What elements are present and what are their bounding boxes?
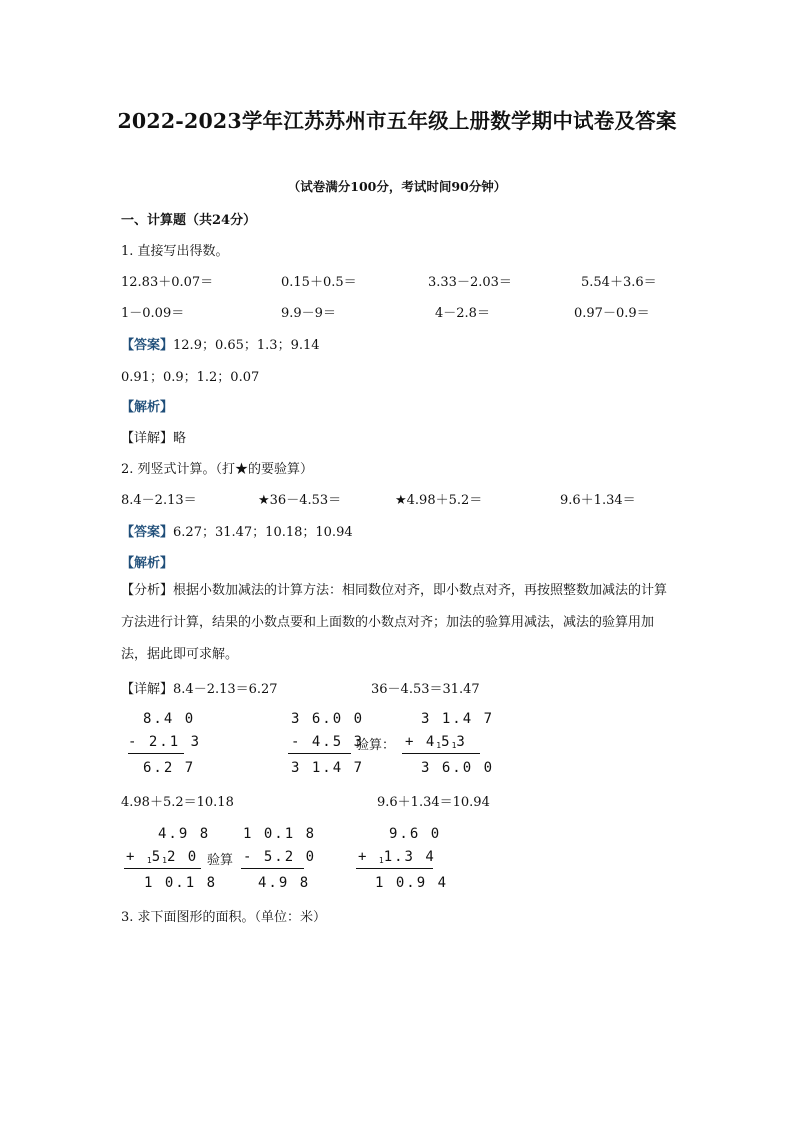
vcalc-line xyxy=(241,868,304,869)
question-1-label: 1. 直接写出得数。 xyxy=(121,244,229,259)
check-label: 验算： xyxy=(356,738,396,753)
vcalc-line xyxy=(402,753,480,754)
q2-detail-c: 4.98＋5.2＝10.18 xyxy=(121,795,234,810)
vcalc-line xyxy=(124,868,201,869)
q1-item: 1－0.09＝ xyxy=(121,306,185,321)
vcalc-line xyxy=(288,753,351,754)
vcalc-operand: - 4.5 3 xyxy=(291,734,365,750)
q1-item: 0.97－0.9＝ xyxy=(574,306,650,321)
q2-answer xyxy=(121,521,353,540)
page-title: 2022-2023学年江苏苏州市五年级上册数学期中试卷及答案 xyxy=(117,109,677,133)
q1-item: 5.54＋3.6＝ xyxy=(581,275,657,290)
check-label: 验算 xyxy=(207,853,234,868)
detail-equation: 8.4－2.13＝6.27 xyxy=(173,682,278,697)
q1-item: 4－2.8＝ xyxy=(435,306,490,321)
q1-item: 3.33－2.03＝ xyxy=(428,275,512,290)
vcalc-result: 6.2 7 xyxy=(143,760,196,776)
question-3-label: 3. 求下面图形的面积。（单位：米） xyxy=(121,910,327,925)
q1-answer xyxy=(121,334,320,353)
vcalc-line xyxy=(356,868,433,869)
q2-detail-d: 9.6＋1.34＝10.94 xyxy=(377,795,490,810)
vcalc-top: 1 0.1 8 xyxy=(243,826,317,842)
q2-item: 9.6＋1.34＝ xyxy=(560,493,636,508)
analysis-tag: 【解析】 xyxy=(121,400,174,415)
vcalc-result: 1 0.1 8 xyxy=(144,875,218,891)
vcalc-result: 3 6.0 0 xyxy=(421,760,495,776)
q1-item: 0.15＋0.5＝ xyxy=(281,275,357,290)
analysis-tag: 【解析】 xyxy=(121,556,174,571)
analysis-paragraph: 【分析】根据小数加减法的计算方法：相同数位对齐，即小数点对齐，再按照整数加减法的计算方法进行计算，结果的小数点要和上面数的小数点对齐；加法的验算用减法，减法的验算用加法，据此即可求解。 xyxy=(121,583,668,662)
vcalc-result: 3 1.4 7 xyxy=(291,760,365,776)
q1-item: 12.83＋0.07＝ xyxy=(121,275,214,290)
section-heading: 一、计算题（共24分） xyxy=(121,213,257,228)
detail-tag: 【详解】 xyxy=(121,431,174,446)
carry-mark: 1 xyxy=(146,856,152,865)
vcalc-operand: + 41513 xyxy=(405,734,467,750)
vcalc-result: 4.9 8 xyxy=(258,875,311,891)
vcalc-top: 3 6.0 0 xyxy=(291,711,365,727)
q1-detail xyxy=(121,427,186,446)
vcalc-top: 4.9 8 xyxy=(158,826,211,842)
q1-item: 9.9－9＝ xyxy=(281,306,336,321)
vcalc-top: 8.4 0 xyxy=(143,711,196,727)
vcalc-operand: - 2.1 3 xyxy=(128,734,202,750)
vcalc-line xyxy=(128,753,184,754)
q1-answer-cont: 0.91；0.9；1.2；0.07 xyxy=(121,370,260,385)
q2-item: ★36－4.53＝ xyxy=(258,493,342,508)
q2-detail-b: 36－4.53＝31.47 xyxy=(371,682,480,697)
vcalc-operand: + 1512 0 xyxy=(126,849,199,865)
carry-mark: 1 xyxy=(451,741,457,750)
answer-text: 6.27；31.47；10.18；10.94 xyxy=(173,525,353,540)
q2-detail-a xyxy=(121,678,278,697)
carry-mark: 1 xyxy=(378,856,384,865)
vcalc-operand: - 5.2 0 xyxy=(243,849,317,865)
exam-info: （试卷满分100分，考试时间90分钟） xyxy=(287,179,507,194)
vcalc-operand: + 11.3 4 xyxy=(358,849,436,865)
answer-text: 12.9；0.65；1.3；9.14 xyxy=(173,338,320,353)
detail-text: 略 xyxy=(173,431,187,446)
q2-item: 8.4－2.13＝ xyxy=(121,493,197,508)
carry-mark: 1 xyxy=(162,856,167,865)
answer-tag: 【答案】 xyxy=(121,525,174,540)
vcalc-top: 9.6 0 xyxy=(389,826,442,842)
vcalc-result: 1 0.9 4 xyxy=(375,875,449,891)
detail-tag: 【详解】 xyxy=(121,682,174,697)
vcalc-top: 3 1.4 7 xyxy=(421,711,495,727)
answer-tag: 【答案】 xyxy=(121,338,174,353)
q2-item: ★4.98＋5.2＝ xyxy=(395,493,483,508)
question-2-label: 2. 列竖式计算。（打★的要验算） xyxy=(121,462,314,477)
carry-mark: 1 xyxy=(436,741,442,750)
